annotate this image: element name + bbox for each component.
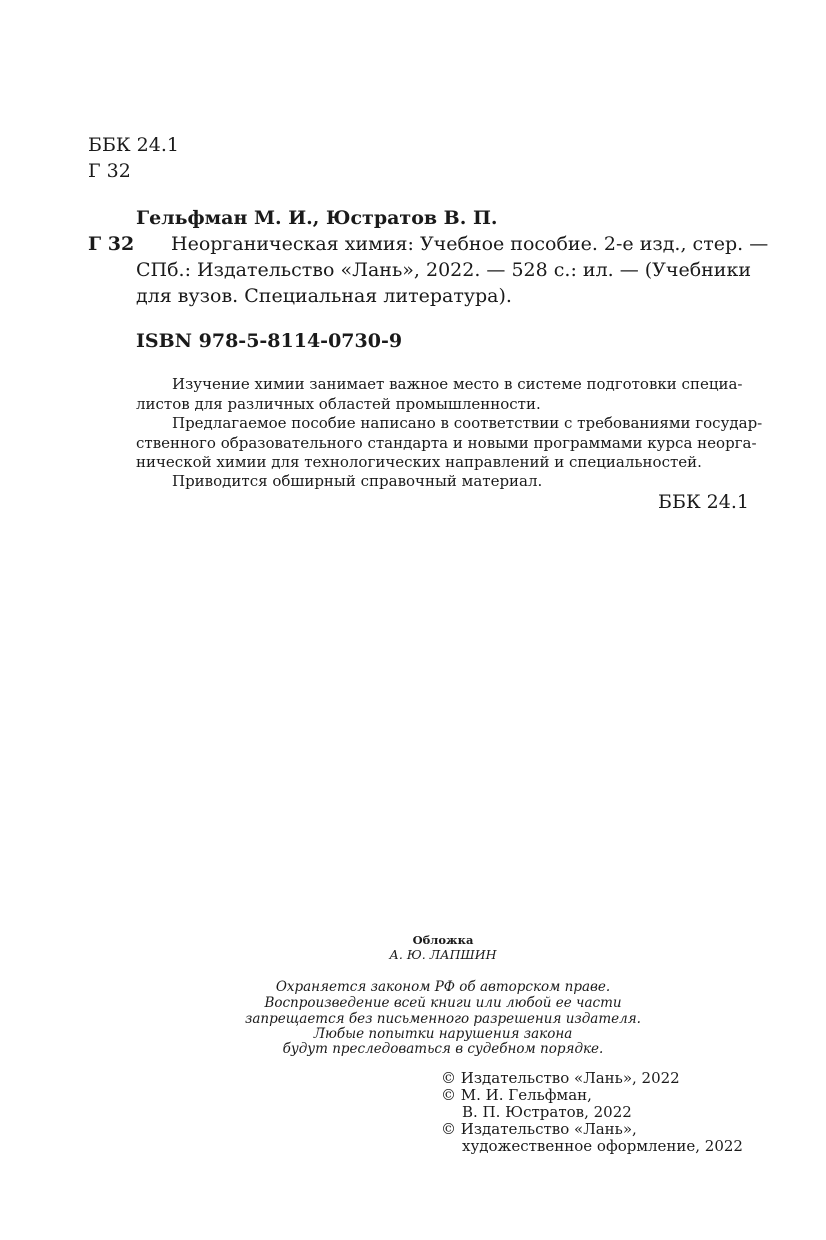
annotation-line: ственного образовательного стандарта и новыми программами курса неорга- bbox=[136, 434, 757, 452]
copyright-line: художественное оформление, 2022 bbox=[462, 1137, 743, 1155]
legal-line: Охраняется законом РФ об авторском праве. bbox=[275, 979, 611, 995]
bbk-code: ББК 24.1 bbox=[88, 134, 179, 156]
bbk-code-right: ББК 24.1 bbox=[658, 491, 749, 513]
legal-line: Воспроизведение всей книги или любой ее части bbox=[264, 995, 622, 1011]
copyright-line: © Издательство «Лань», bbox=[441, 1120, 637, 1138]
cover-designer: А. Ю. ЛАПШИН bbox=[389, 947, 497, 962]
annotation-line: Изучение химии занимает важное место в системе подготовки специа- bbox=[172, 375, 743, 393]
annotation-line: Предлагаемое пособие написано в соответствии с требованиями государ- bbox=[172, 414, 763, 432]
annotation-line: Приводится обширный справочный материал. bbox=[172, 472, 543, 490]
record-line-3: для вузов. Специальная литература). bbox=[136, 285, 512, 307]
copyright-line: © М. И. Гельфман, bbox=[441, 1086, 592, 1104]
author-code: Г 32 bbox=[88, 160, 131, 182]
cover-label: Обложка bbox=[412, 933, 474, 947]
isbn: ISBN 978-5-8114-0730-9 bbox=[136, 330, 403, 352]
annotation-line: листов для различных областей промышленности. bbox=[136, 395, 541, 413]
record-line-1: Неорганическая химия: Учебное пособие. 2-е изд., стер. — bbox=[171, 233, 769, 255]
legal-line: Любые попытки нарушения закона bbox=[313, 1026, 573, 1042]
copyright-line: В. П. Юстратов, 2022 bbox=[462, 1103, 632, 1121]
authors: Гельфман М. И., Юстратов В. П. bbox=[136, 207, 498, 229]
annotation-line: нической химии для технологических направлений и специальностей. bbox=[136, 453, 702, 471]
copyright-line: © Издательство «Лань», 2022 bbox=[441, 1069, 680, 1087]
record-line-2: СПб.: Издательство «Лань», 2022. — 528 с.: ил. — (Учебники bbox=[136, 259, 752, 281]
legal-line: запрещается без письменного разрешения издателя. bbox=[245, 1011, 641, 1027]
record-left-code: Г 32 bbox=[88, 233, 135, 255]
legal-line: будут преследоваться в судебном порядке. bbox=[282, 1041, 604, 1057]
